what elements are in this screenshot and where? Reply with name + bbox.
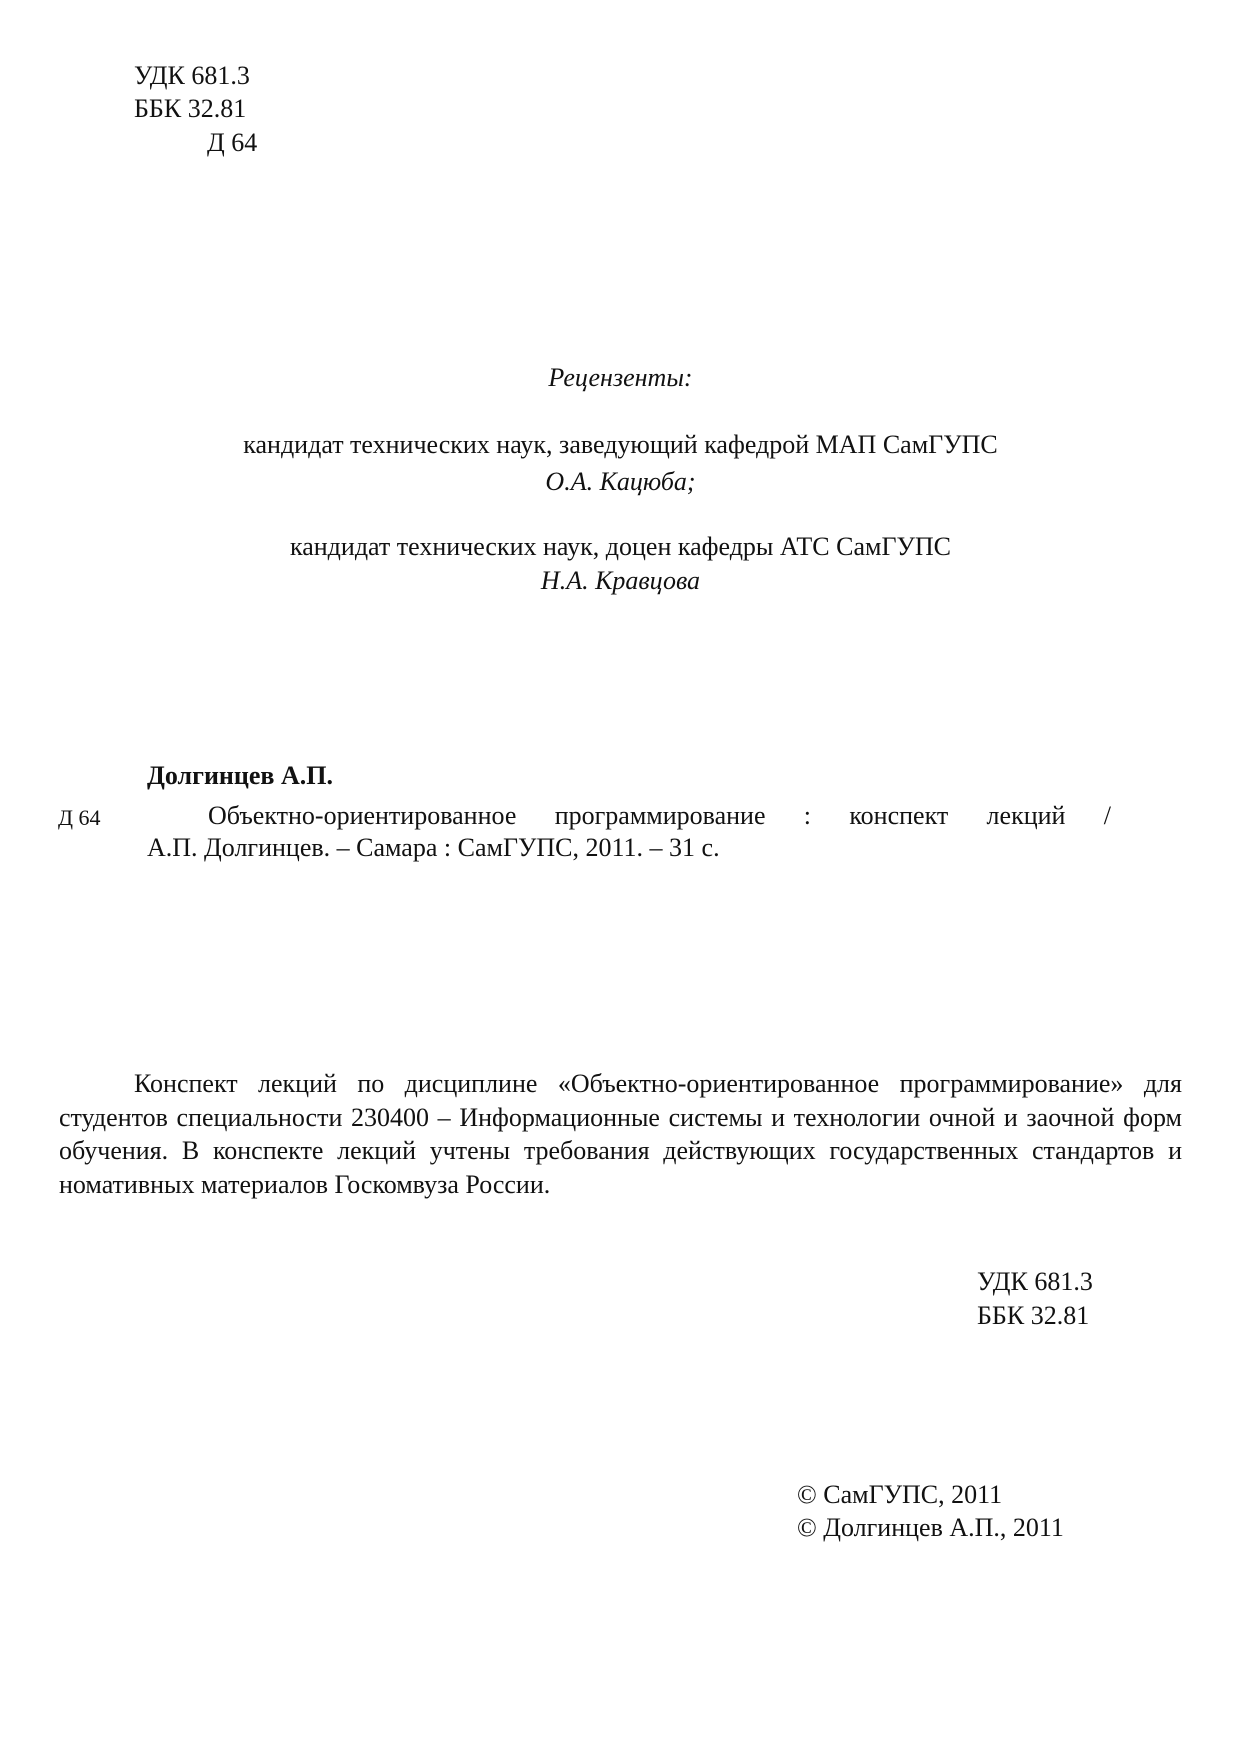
catalog-line-2: А.П. Долгинцев. – Самара : СамГУПС, 2011. – 31 с.: [147, 833, 720, 862]
reviewer-2-position: кандидат технических наук, доцен кафедры АТС СамГУПС: [289, 532, 952, 561]
reviewer-1-name: О.А. Кацюба;: [545, 467, 696, 496]
copyright-author: © Долгинцев А.П., 2011: [797, 1513, 1064, 1542]
reviewers-title: Рецензенты:: [548, 363, 693, 392]
udk-code: УДК 681.3: [134, 61, 250, 90]
footer-bbk-code: ББК 32.81: [977, 1301, 1090, 1330]
reviewer-2-name: Н.А. Кравцова: [540, 566, 701, 595]
annotation-paragraph: Конспект лекций по дисциплине «Объектно-ориентированное программирование» для студентов специальности 230400 – Информационные системы и технологии очной и заочной форм обучения. В конспекте лекций учтены требования действующих государственных стандартов и номативных материалов Госкомвуза России.: [59, 1069, 1182, 1199]
footer-udk-code: УДК 681.3: [977, 1267, 1093, 1296]
author-mark: Д 64: [207, 128, 258, 157]
catalog-author-mark: Д 64: [58, 805, 101, 830]
bbk-code: ББК 32.81: [134, 94, 247, 123]
catalog-author: Долгинцев А.П.: [147, 761, 333, 790]
reviewer-1-position: кандидат технических наук, заведующий кафедрой МАП СамГУПС: [243, 430, 998, 459]
catalog-line-1: Объектно-ориентированное программирование : конспект лекций /: [208, 801, 1111, 830]
copyright-publisher: © СамГУПС, 2011: [797, 1480, 1003, 1509]
